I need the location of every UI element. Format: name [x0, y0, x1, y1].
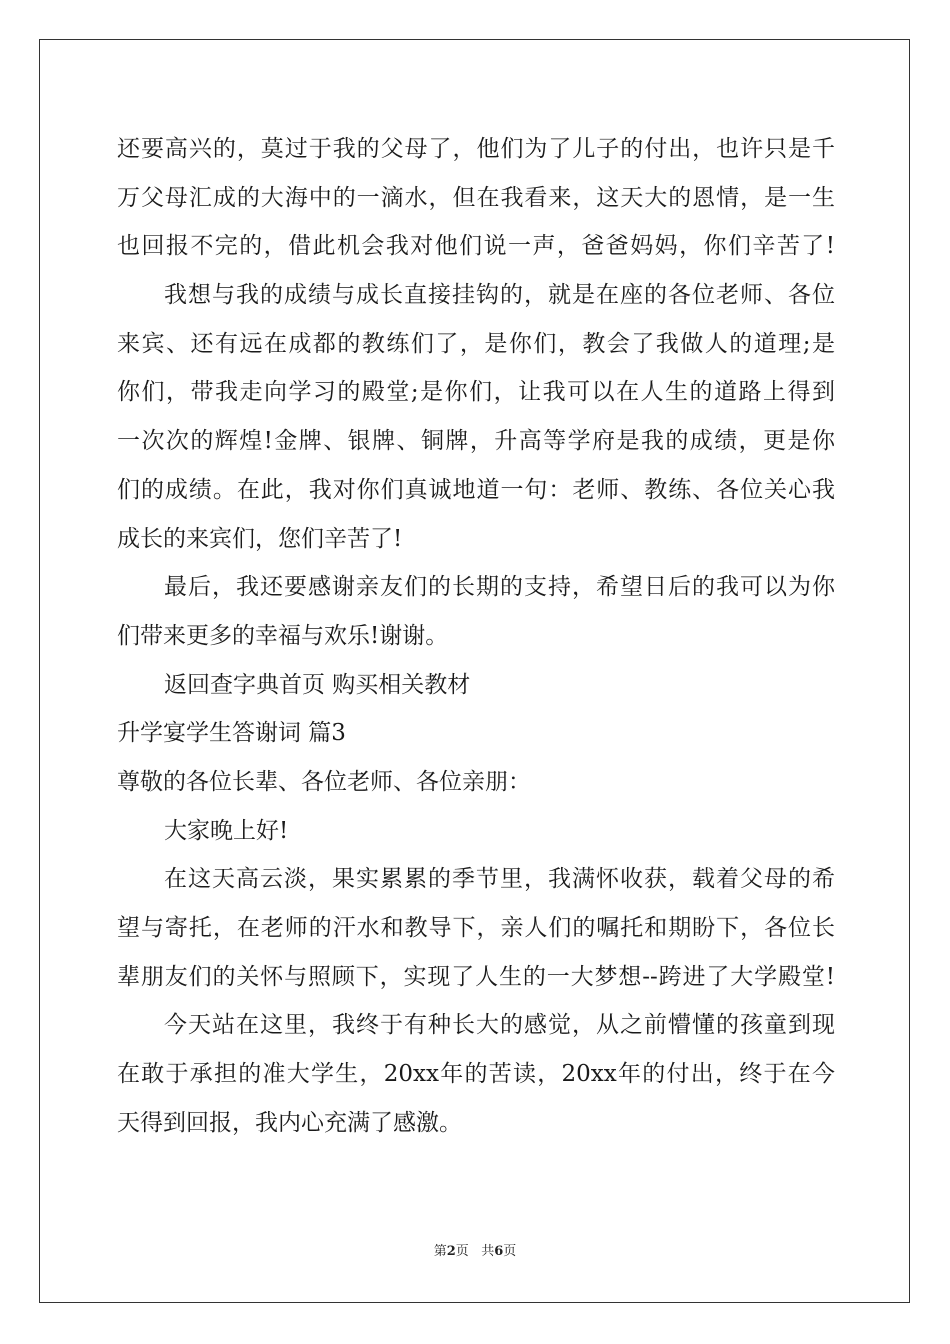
text-line: 在这天高云淡，果实累累的季节里，我满怀收获，载着父母的希: [164, 866, 835, 893]
text-line: 天得到回报，我内心充满了感激。: [117, 1109, 462, 1136]
footer-prefix: 第: [433, 1244, 447, 1259]
text-line: 望与寄托，在老师的汗水和教导下，亲人们的嘱托和期盼下，各位长: [117, 915, 835, 941]
section-heading: 升学宴学生答谢词 篇3: [117, 720, 346, 747]
document-body: [117, 125, 835, 1147]
greeting: 大家晚上好!: [164, 817, 289, 844]
text-line: 们的成绩。在此，我对你们真诚地道一句：老师、教练、各位关心我: [117, 476, 835, 503]
text-line: 你们，带我走向学习的殿堂;是你们，让我可以在人生的道路上得到: [117, 379, 835, 406]
current-page-number: 2: [446, 1244, 456, 1259]
text-line: 今天站在这里，我终于有种长大的感觉，从之前懵懂的孩童到现: [164, 1012, 835, 1039]
page-number-footer: [0, 1240, 950, 1259]
related-links[interactable]: 返回查字典首页 购买相关教材: [164, 671, 471, 698]
text-line: 万父母汇成的大海中的一滴水，但在我看来，这天大的恩情，是一生: [117, 184, 835, 211]
text-line: 最后，我还要感谢亲友们的长期的支持，希望日后的我可以为你: [164, 574, 835, 601]
text-line: 也回报不完的，借此机会我对他们说一声，爸爸妈妈，你们辛苦了!: [117, 233, 835, 260]
footer-page-suffix: 页: [455, 1244, 469, 1259]
text-line: 们带来更多的幸福与欢乐!谢谢。: [117, 622, 449, 649]
footer-total-prefix: 共: [481, 1244, 495, 1259]
salutation: 尊敬的各位长辈、各位老师、各位亲朋：: [117, 768, 531, 795]
text-line: 辈朋友们的关怀与照顾下，实现了人生的一大梦想--跨进了大学殿堂!: [117, 963, 835, 990]
footer-total-suffix: 页: [503, 1244, 517, 1259]
text-line: 在敢于承担的准大学生，20xx年的苦读，20xx年的付出，终于在今: [117, 1061, 835, 1088]
text-line: 还要高兴的，莫过于我的父母了，他们为了儿子的付出，也许只是千: [117, 136, 835, 162]
text-line: 来宾、还有远在成都的教练们了，是你们，教会了我做人的道理;是: [117, 330, 835, 357]
text-line: 我想与我的成绩与成长直接挂钩的，就是在座的各位老师、各位: [164, 282, 835, 309]
text-line: 成长的来宾们，您们辛苦了!: [117, 525, 403, 552]
total-page-count: 6: [494, 1244, 504, 1259]
text-line: 一次次的辉煌!金牌、银牌、铜牌，升高等学府是我的成绩，更是你: [117, 428, 835, 455]
